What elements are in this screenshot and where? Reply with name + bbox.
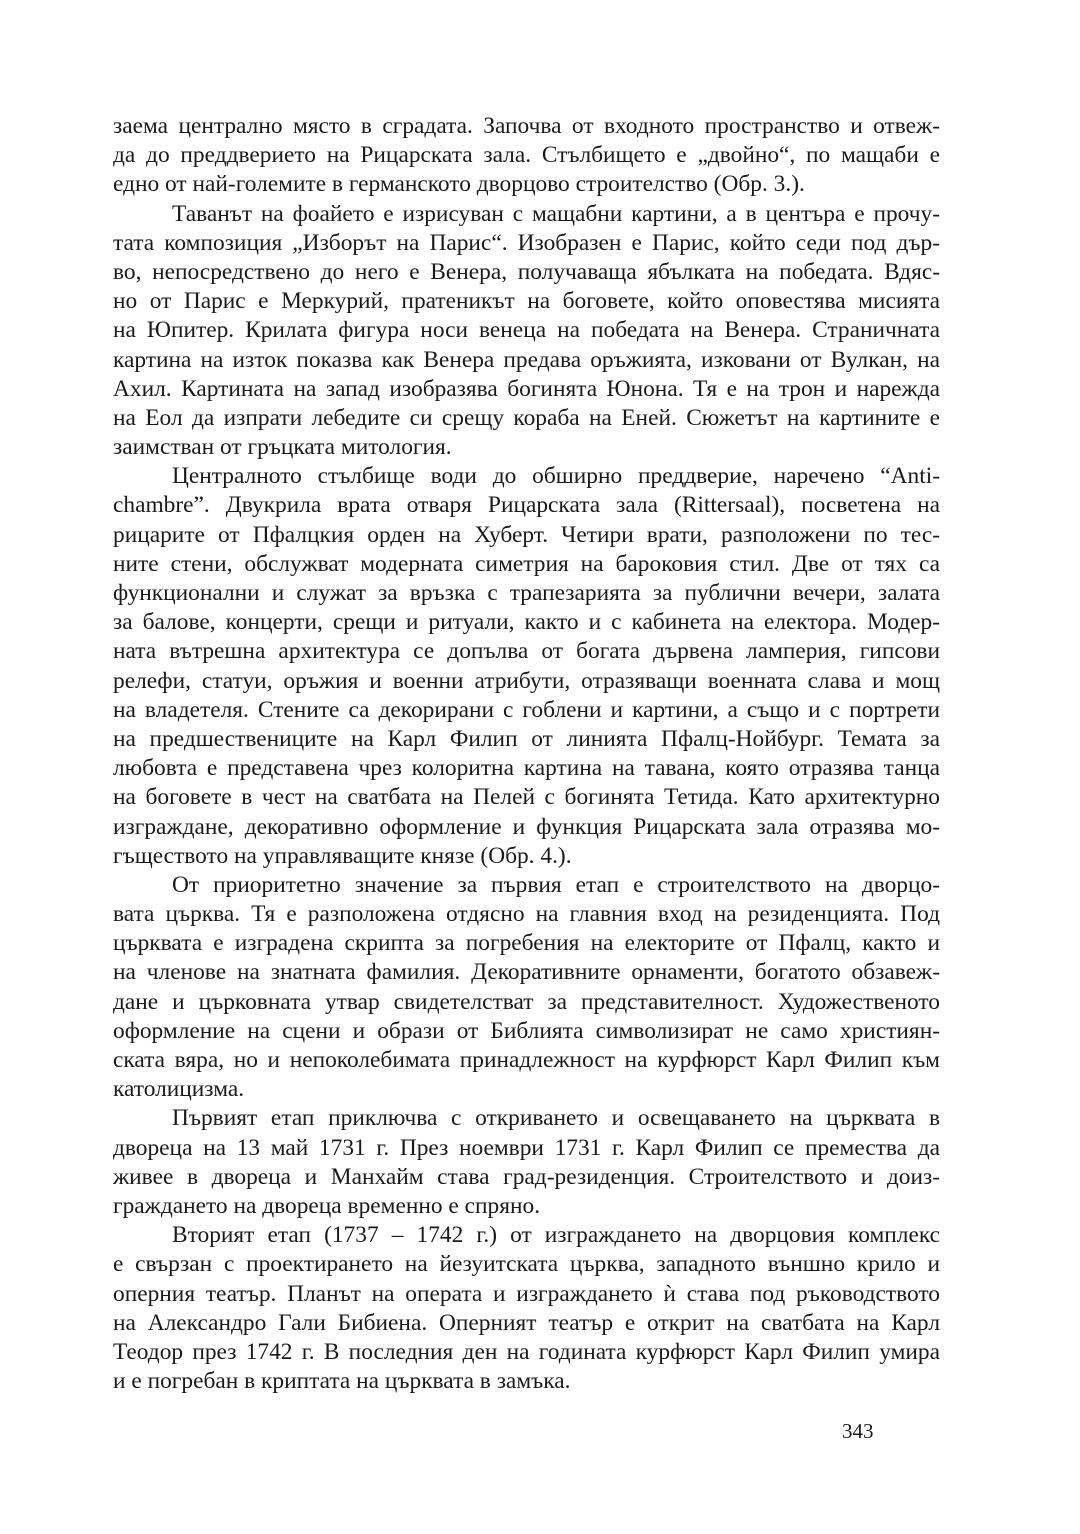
text-line: на боговете в чест на сватбата на Пелей с богинята Тетида. Като архитектурно	[113, 784, 940, 811]
text-line: ната вътрешна архитектура се допълва от богата дървена ламперия, гипсови	[113, 638, 940, 665]
paragraph	[113, 1104, 940, 1221]
text-line: рицарите от Пфалцкия орден на Хуберт. Четири врати, разположени по тес-	[113, 521, 940, 548]
text-line: за балове, концерти, срещи и ритуали, както и с кабинета на електора. Модер-	[113, 609, 940, 636]
paragraph	[113, 462, 940, 871]
text-line: изграждане, декоративно оформление и функция Рицарската зала отразява мо-	[113, 813, 940, 840]
text-line: заимстван от гръцката митология.	[113, 434, 452, 461]
text-line: во, непосредствено до него е Венера, получаваща ябълката на победата. Вдяс-	[113, 258, 940, 285]
paragraph	[113, 200, 940, 463]
text-line: От приоритетно значение за първия етап е строителството на дворцо-	[172, 871, 940, 898]
text-line: функционални и служат за връзка с трапезарията за публични вечери, залата	[113, 580, 940, 606]
text-line: релефи, статуи, оръжия и военни атрибути, отразяващи военната слава и мощ	[113, 667, 940, 694]
text-line: Вторият етап (1737 – 1742 г.) от изграждането на дворцовия комплекс	[172, 1222, 940, 1249]
paragraph	[113, 112, 940, 200]
page-body	[113, 112, 940, 1396]
text-line: тата композиция „Изборът на Парис“. Изобразен е Парис, който седи под дър-	[113, 229, 940, 256]
text-line: chambre”. Двукрила врата отваря Рицарската зала (Rittersaal), посветена на	[113, 492, 940, 519]
text-line: на владетеля. Стените са декорирани с гоблени и картини, а също и с портрети	[113, 696, 940, 723]
text-line: да до преддверието на Рицарската зала. Стълбището е „двойно“, по мащаби е	[113, 142, 940, 169]
text-line: едно от най-големите в германското дворцово строителство (Обр. 3.).	[113, 171, 805, 198]
text-line: дане и църковната утвар свидетелстват за представителност. Художественото	[113, 988, 940, 1015]
text-line: оформление на сцени и образи от Библията символизират не само християн-	[113, 1017, 940, 1044]
text-line: живее в двореца и Манхайм става град-резиденция. Строителството и доиз-	[113, 1163, 940, 1190]
text-line: заема централно място в сградата. Започва от входното пространство и отвеж-	[113, 113, 940, 139]
text-line: църквата е изградена скрипта за погребения на електорите от Пфалц, както и	[113, 930, 940, 957]
text-line: граждането на двореца временно е спряно.	[113, 1192, 541, 1219]
text-line: Централното стълбище води до обширно преддверие, наречено “Anti-	[172, 463, 940, 490]
text-line: оперния театър. Планът на операта и изграждането ѝ става под ръководството	[113, 1280, 940, 1307]
text-line: картина на изток показва как Венера предава оръжията, изковани от Вулкан, на	[113, 346, 940, 373]
text-line: Ахил. Картината на запад изобразява богинята Юнона. Тя е на трон и нарежда	[113, 375, 940, 402]
text-line: Теодор през 1742 г. В последния ден на годината курфюрст Карл Филип умира	[113, 1338, 940, 1365]
text-line: католицизма.	[113, 1076, 245, 1103]
text-line: гъществото на управляващите князе (Обр. 4.).	[113, 842, 572, 869]
paragraph	[113, 1221, 940, 1396]
paragraph	[113, 871, 940, 1105]
text-line: любовта е представена чрез колоритна картина на тавана, която отразява танца	[113, 755, 940, 782]
text-line: е свързан с проектирането на йезуитската църква, западното външно крило и	[113, 1251, 940, 1278]
text-line: на предшествениците на Карл Филип от линията Пфалц-Нойбург. Темата за	[113, 725, 940, 752]
text-line: ните стени, обслужват модерната симетрия на бароковия стил. Две от тях са	[113, 550, 940, 577]
text-line: на Александро Гали Бибиена. Оперният театър е открит на сватбата на Карл	[113, 1309, 940, 1336]
text-line: но от Парис е Меркурий, пратеникът на боговете, който оповестява мисията	[113, 288, 940, 315]
text-line: на Еол да изпрати лебедите си срещу кораба на Еней. Сюжетът на картините е	[113, 404, 940, 431]
text-line: ската вяра, но и непоколебимата принадлежност на курфюрст Карл Филип към	[113, 1047, 940, 1073]
text-line: Таванът на фоайето е изрисуван с мащабни картини, а в центъра е прочу-	[172, 200, 940, 227]
text-line: двореца на 13 май 1731 г. През ноември 1731 г. Карл Филип се премества да	[113, 1134, 940, 1161]
text-line: на членове на знатната фамилия. Декоративните орнаменти, богатото обзавеж-	[113, 959, 940, 986]
text-line: вата църква. Тя е разположена отдясно на главния вход на резиденцията. Под	[113, 901, 940, 928]
page-number: 343	[842, 1419, 874, 1443]
text-line: на Юпитер. Крилата фигура носи венеца на победата на Венера. Страничната	[113, 317, 940, 344]
text-line: Първият етап приключва с откриването и освещаването на църквата в	[172, 1105, 940, 1132]
text-line: и е погребан в криптата на църквата в замъка.	[113, 1368, 571, 1395]
